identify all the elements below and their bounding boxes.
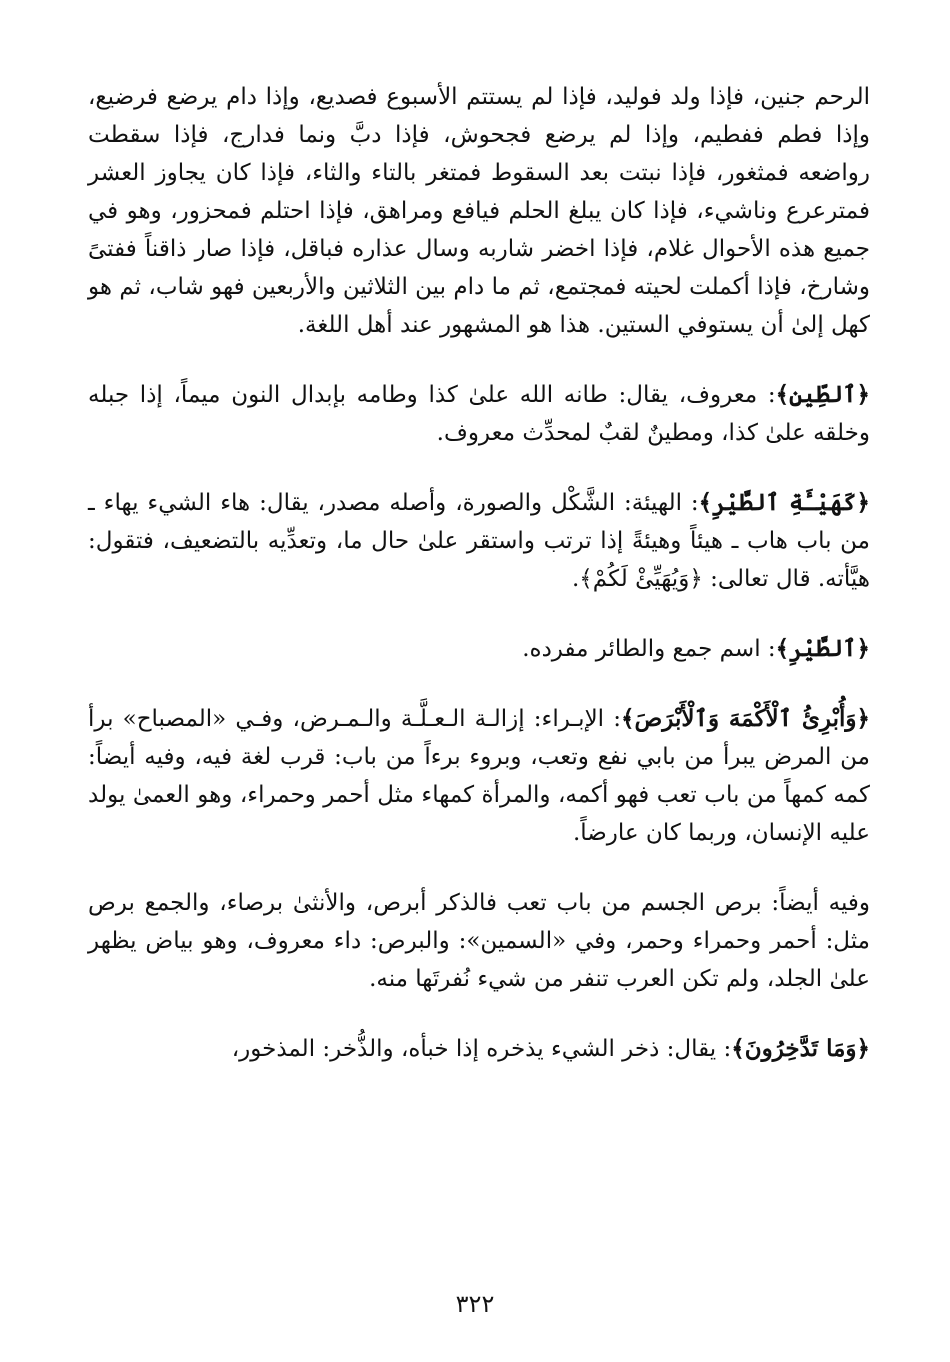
paragraph-7 [88, 1030, 870, 1068]
paragraph-text: الإبـراء: إزالـة الـعـلَّـة والـمـرض، وفـي «المصباح» برأ من المرض يبرأ من بابي نفع وتعب، وبروء برءاً من باب: قرب لغة فيه، وفيه أيضاً: كمه كمهاً من باب تعب فهو أكمه، والمرأة كمهاء مثل أحمر وحمراء، وهو العمىٰ يولد عليه الإنسان، وربما كان عارضاً. [88, 706, 870, 846]
paragraph-text: الهيئة: الشَّكْل والصورة، وأصله مصدر، يقال: هاء الشيء يهاء ـ من باب هاب ـ هيئاً وهيئةً إذا ترتب واستقر علىٰ حال ما، وتعدِّيه بالتضعيف، فتقول: هيَّأته. قال تعالى: ﴿وَيُهَيِّئْ لَكُمْ﴾. [88, 490, 870, 592]
paragraph-text: يقال: ذخر الشيء يذخره إذا خبأه، والذُّخر: المذخور، [231, 1036, 717, 1062]
paragraph-text: وفيه أيضاً: برص الجسم من باب تعب فالذكر أبرص، والأنثىٰ برصاء، والجمع برص مثل: أحمر وحمراء وحمر، وفي «السمين»: والبرص: داء معروف، وهو بياض يظهر علىٰ الجلد، ولم تكن العرب تنفر من شيء نُفرتَها منه. [88, 890, 870, 992]
term-separator: : [604, 706, 621, 732]
paragraph-6 [88, 884, 870, 998]
paragraph-text: الرحم جنين، فإذا ولد فوليد، فإذا لم يستتم الأسبوع فصديع، وإذا دام يرضع فرضيع، وإذا فطم ففطيم، وإذا لم يرضع فجحوش، فإذا دبَّ ونما فدارج، فإذا سقطت رواضعه فمثغور، فإذا نبتت بعد السقوط فمتغر بالتاء والثاء، فإذا كان يجاوز العشر فمترعرع وناشيء، فإذا كان يبلغ الحلم فيافع ومراهق، فإذا احتلم فمحزور، وهو في جميع هذه الأحوال غلام، فإذا اخضر شاربه وسال عذاره فباقل، فإذا صار ذاقناً ففتىً وشارخ، فإذا أكملت لحيته فمجتمع، ثم ما دام بين الثلاثين والأربعين فهو شاب، ثم هو كهل إلىٰ أن يستوفي الستين. هذا هو المشهور عند أهل اللغة. [88, 84, 870, 338]
page-number: ٣٢٢ [455, 1290, 495, 1318]
paragraph-text: اسم جمع والطائر مفرده. [522, 636, 761, 662]
term-separator: : [716, 1036, 732, 1062]
quranic-term: ﴿ٱلطَّيْرِ﴾ [775, 635, 870, 662]
quranic-term: ﴿وَأُبْرِئُ ٱلْأَكْمَهَ وَٱلْأَبْرَصَ﴾ [620, 705, 870, 732]
paragraph-4 [88, 630, 870, 668]
term-separator: : [681, 490, 699, 516]
quranic-term: ﴿ٱلطِّينِ﴾ [775, 381, 871, 408]
paragraph-text: معروف، يقال: طانه الله علىٰ كذا وطامه بإبدال النون ميماً، إذا جبله وخلقه علىٰ كذا، ومطينٌ لقبٌ لمحدِّث معروف. [88, 382, 870, 446]
term-separator: : [757, 382, 776, 408]
paragraph-3 [88, 484, 870, 598]
quranic-term: ﴿وَمَا تَدَّخِرُونَ﴾ [731, 1035, 870, 1062]
page-body [88, 78, 870, 1328]
paragraph-2 [88, 376, 870, 452]
paragraph-1 [88, 78, 870, 344]
paragraph-5 [88, 700, 870, 852]
term-separator: : [760, 636, 776, 662]
quranic-term: ﴿كَهَيْـَٔةِ ٱلطَّيْرِ﴾ [698, 489, 870, 516]
